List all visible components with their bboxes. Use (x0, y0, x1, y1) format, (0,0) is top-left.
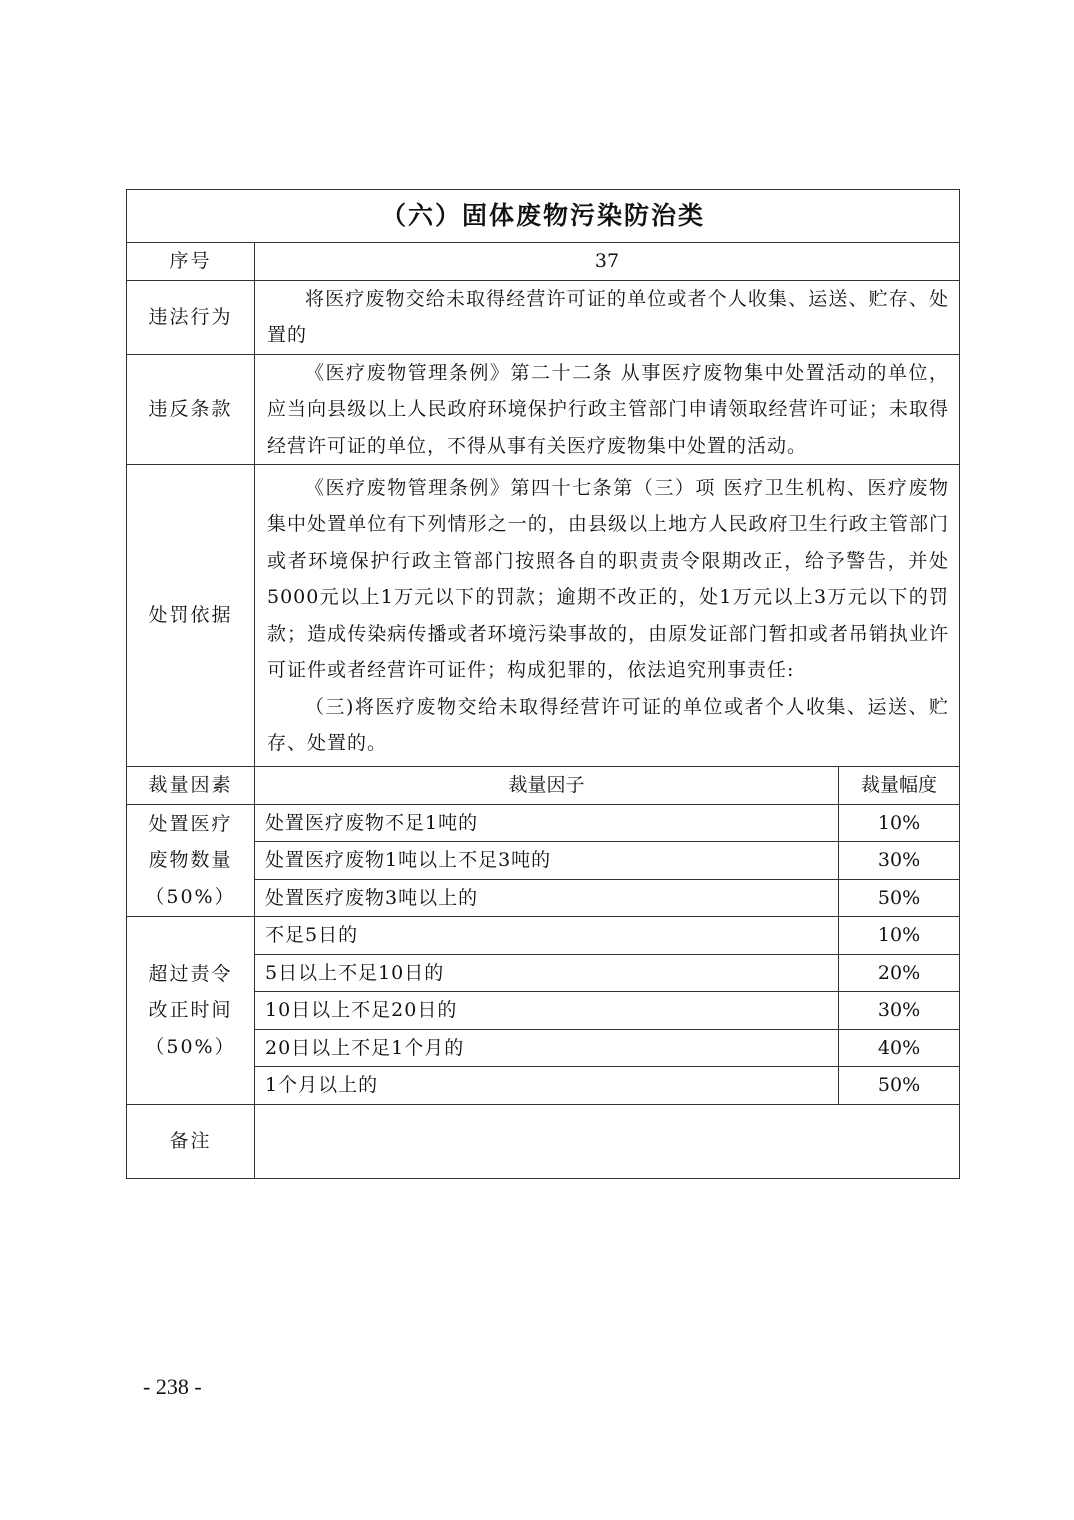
percent-cell: 40% (839, 1029, 960, 1067)
penalty-text (255, 465, 960, 767)
factor-cell: 处置医疗废物1吨以上不足3吨的 (255, 842, 839, 880)
group2-label-line-1: 超过责令 (148, 962, 233, 985)
item-header: 裁量因子 (255, 767, 839, 805)
group1-label-line-3: （50%） (145, 885, 236, 908)
percent-cell: 30% (839, 992, 960, 1030)
remarks-value (255, 1104, 960, 1178)
penalty-label: 处罚依据 (127, 465, 255, 767)
percent-cell: 20% (839, 954, 960, 992)
remarks-label: 备注 (127, 1104, 255, 1178)
page-number: - 238 - (143, 1374, 202, 1399)
serial-label: 序号 (127, 243, 255, 281)
serial-value: 37 (255, 243, 960, 281)
group2-label (127, 917, 255, 1105)
factor-cell: 1个月以上的 (255, 1067, 839, 1105)
factor-cell: 处置医疗废物不足1吨的 (255, 804, 839, 842)
factor-cell: 不足5日的 (255, 917, 839, 955)
penalty-table (126, 189, 960, 1179)
factor-cell: 5日以上不足10日的 (255, 954, 839, 992)
violation-text: 将医疗废物交给未取得经营许可证的单位或者个人收集、运送、贮存、处置的 (255, 280, 960, 354)
violation-label: 违法行为 (127, 280, 255, 354)
group1-label-line-1: 处置医疗 (148, 812, 233, 835)
clause-label: 违反条款 (127, 354, 255, 465)
percent-cell: 50% (839, 1067, 960, 1105)
group2-label-line-3: （50%） (145, 1035, 236, 1058)
percent-cell: 10% (839, 917, 960, 955)
factor-cell: 处置医疗废物3吨以上的 (255, 879, 839, 917)
penalty-paragraph-1: 《医疗废物管理条例》第四十七条第（三）项 医疗卫生机构、医疗废物集中处置单位有下列情形之一的，由县级以上地方人民政府卫生行政主管部门或者环境保护行政主管部门按照各自的职责责令限期改正，给予警告，并处5000元以上1万元以下的罚款；逾期不改正的，处1万元以上3万元以下的罚款；造成传染病传播或者环境污染事故的，由原发证部门暂扣或者吊销执业许可证件或者经营许可证件；构成犯罪的，依法追究刑事责任: (267, 476, 950, 681)
range-header: 裁量幅度 (839, 767, 960, 805)
percent-cell: 10% (839, 804, 960, 842)
percent-cell: 50% (839, 879, 960, 917)
factor-header: 裁量因素 (127, 767, 255, 805)
group1-label (127, 804, 255, 917)
penalty-paragraph-2: （三)将医疗废物交给未取得经营许可证的单位或者个人收集、运送、贮存、处置的。 (267, 695, 950, 754)
factor-cell: 10日以上不足20日的 (255, 992, 839, 1030)
clause-text: 《医疗废物管理条例》第二十二条 从事医疗废物集中处置活动的单位，应当向县级以上人民政府环境保护行政主管部门申请领取经营许可证；未取得经营许可证的单位，不得从事有关医疗废物集中处置的活动。 (255, 354, 960, 465)
section-title: （六）固体废物污染防治类 (127, 190, 960, 243)
group2-label-line-2: 改正时间 (148, 999, 233, 1021)
factor-cell: 20日以上不足1个月的 (255, 1029, 839, 1067)
percent-cell: 30% (839, 842, 960, 880)
group1-label-line-2: 废物数量 (148, 849, 233, 871)
